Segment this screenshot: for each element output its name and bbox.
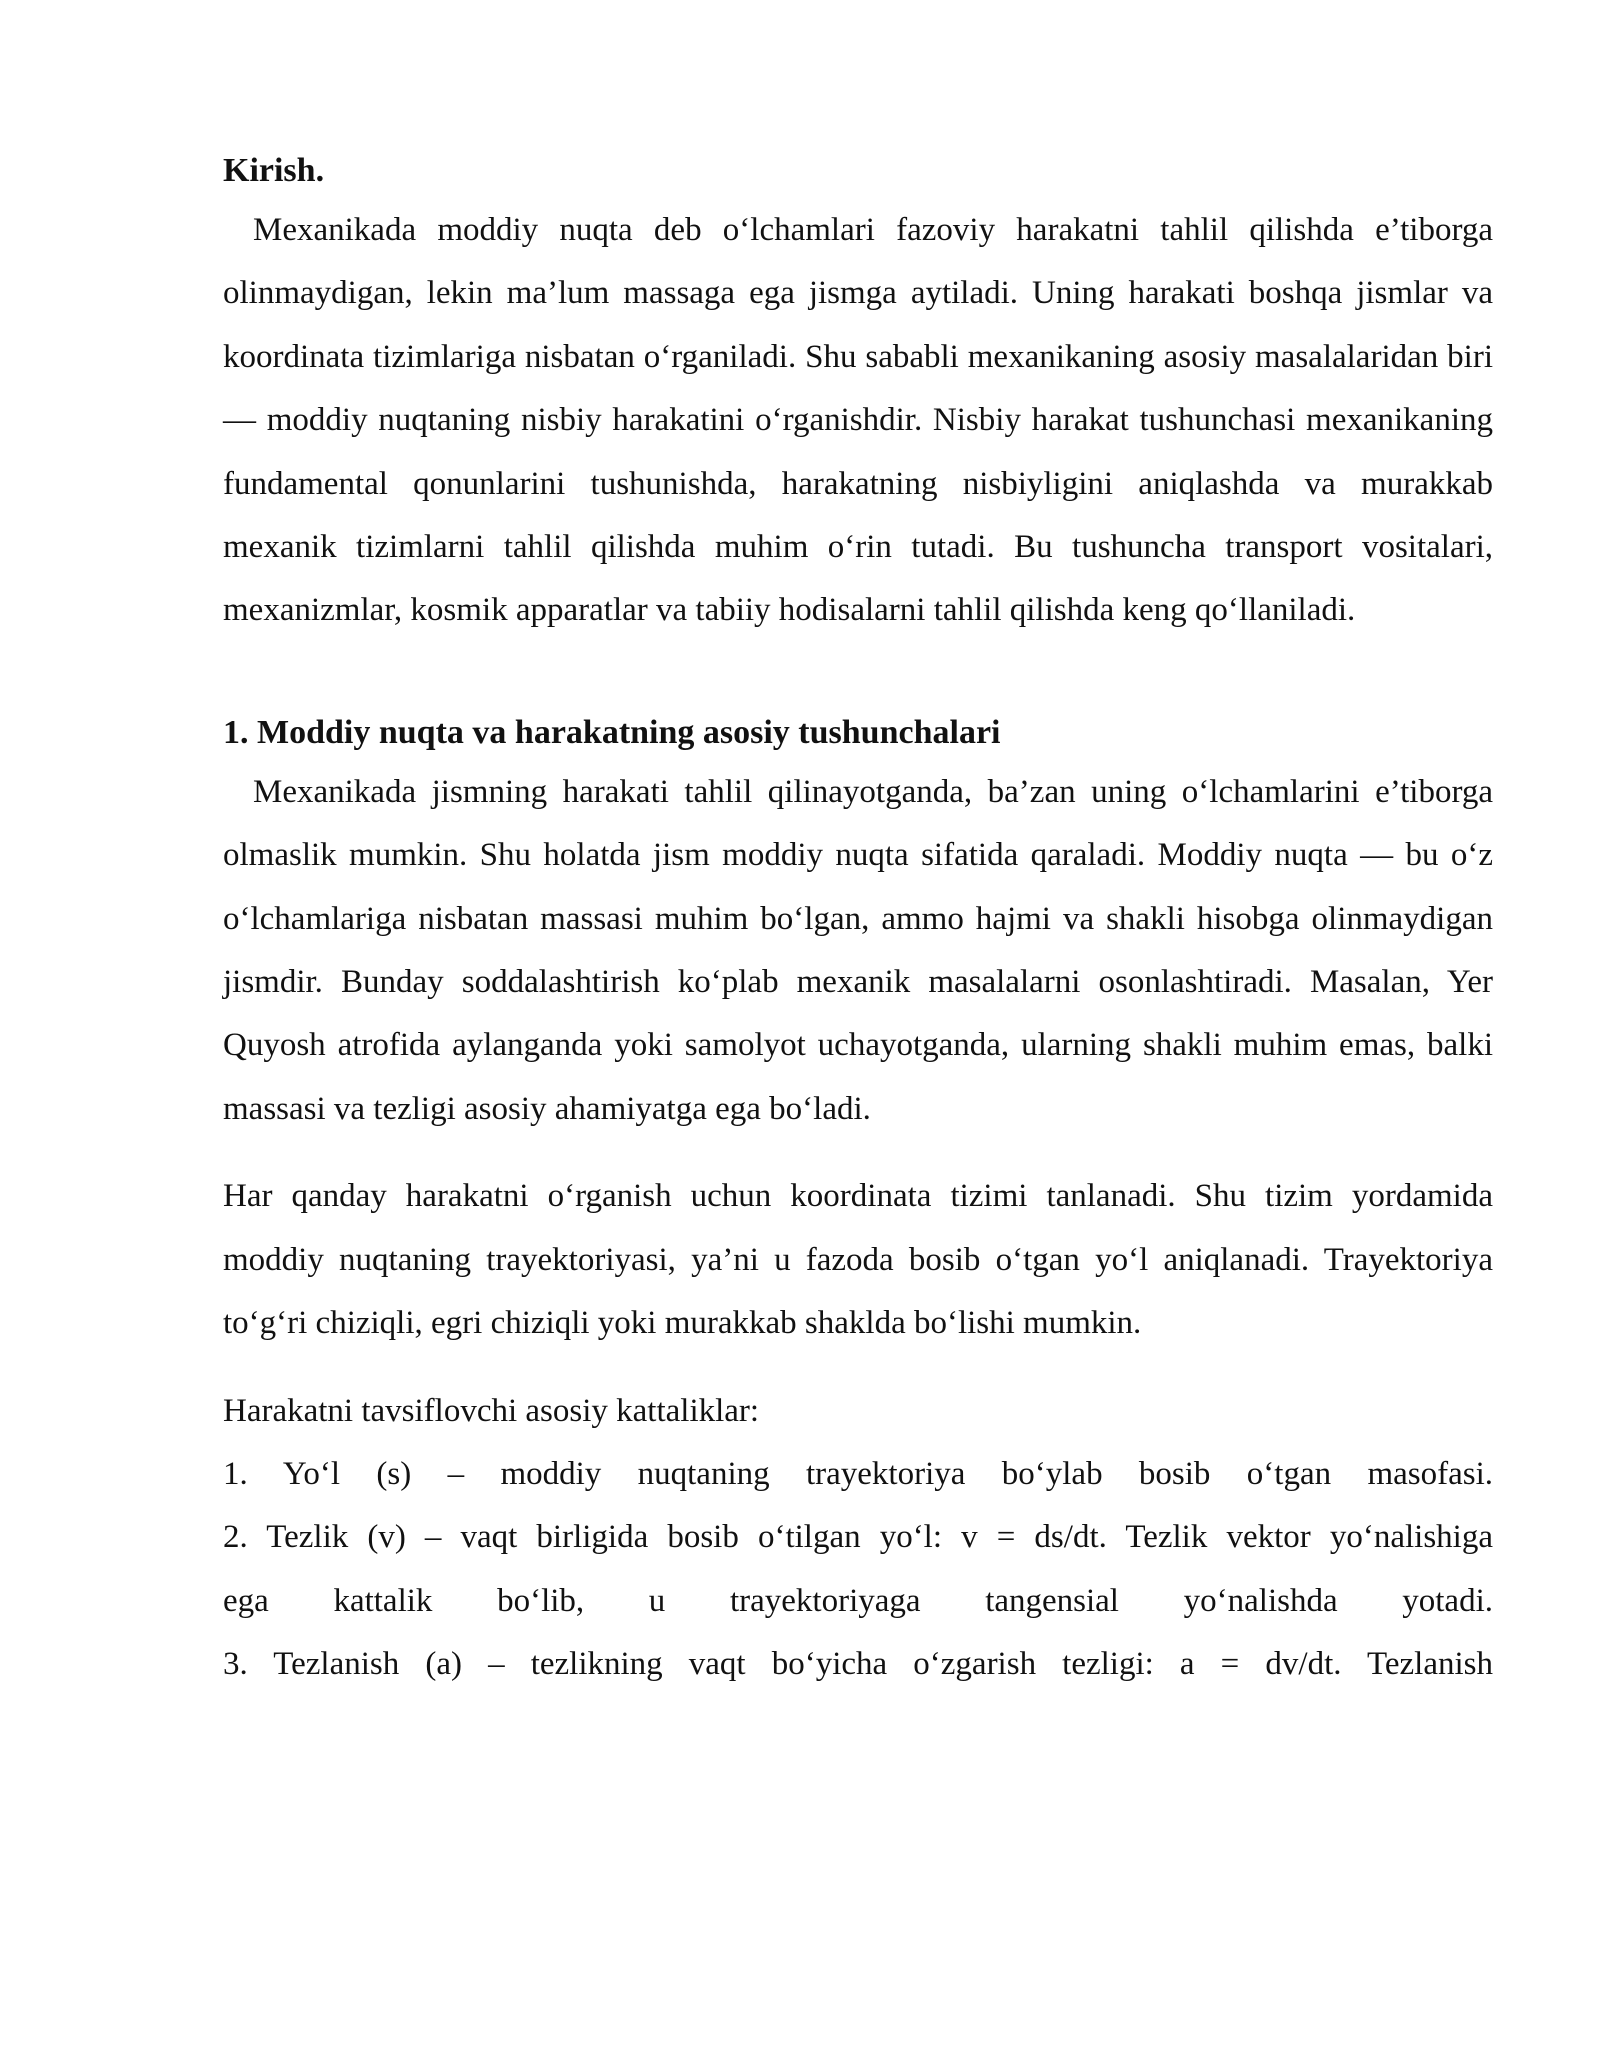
list-item-line: ega kattalik bo‘lib, u trayektoriyaga tangensial yo‘nalishda yotadi. (223, 1582, 1493, 1619)
list-item-line: 3. Tezlanish (a) – tezlikning vaqt bo‘yicha o‘zgarish tezligi: a = dv/dt. Tezlanish (223, 1646, 1493, 1683)
intro-paragraph: Mexanikada moddiy nuqta deb o‘lchamlari fazoviy harakatni tahlil qilishda e’tiborga olinmaydigan, lekin ma’lum massaga ega jismga aytiladi. Uning harakati boshqa jismlar va koordinata tizimlariga nisbatan o‘rganiladi. Shu sababli mexanikaning asosiy masalalaridan biri — moddiy nuqtaning nisbiy harakatini o‘rganishdir. Nisbiy harakat tushunchasi mexanikaning fundamental qonunlarini tushunishda, harakatning nisbiyligini aniqlashda va murakkab mexanik tizimlarni tahlil qilishda muhim o‘rin tutadi. Bu tushuncha transport vositalari, mexanizmlar, kosmik apparatlar va tabiiy hodisalarni tahlil qilishda keng qo‘llaniladi. (223, 212, 1493, 629)
section-1-heading: 1. Moddiy nuqta va harakatning asosiy tushunchalari (223, 713, 1001, 751)
quantities-list-intro: Harakatni tavsiflovchi asosiy kattaliklar: (223, 1392, 760, 1429)
document-page (223, 143, 1493, 1697)
list-item-line: 1. Yo‘l (s) – moddiy nuqtaning trayektoriya bo‘ylab bosib o‘tgan masofasi. (223, 1455, 1493, 1492)
intro-heading: Kirish. (223, 152, 325, 189)
paragraph-spacer (223, 1356, 1493, 1380)
section-spacer (223, 643, 1493, 705)
section-1-paragraph-1: Mexanikada jismning harakati tahlil qilinayotganda, ba’zan uning o‘lchamlarini e’tiborga olmaslik mumkin. Shu holatda jism moddiy nuqta sifatida qaraladi. Moddiy nuqta — bu o‘z o‘lchamlariga nisbatan massasi muhim bo‘lgan, ammo hajmi va shakli hisobga olinmaydigan jismdir. Bunday soddalashtirish ko‘plab mexanik masalalarni osonlashtiradi. Masalan, Yer Quyosh atrofida aylanganda yoki samolyot uchayotganda, ularning shakli muhim emas, balki massasi va tezligi asosiy ahamiyatga ega bo‘ladi. (223, 773, 1493, 1127)
section-1-paragraph-2: Har qanday harakatni o‘rganish uchun koordinata tizimi tanlanadi. Shu tizim yordamida moddiy nuqtaning trayektoriyasi, ya’ni u fazoda bosib o‘tgan yo‘l aniqlanadi. Trayektoriya to‘g‘ri chiziqli, egri chiziqli yoki murakkab shaklda bo‘lishi mumkin. (223, 1178, 1493, 1342)
paragraph-spacer (223, 1141, 1493, 1165)
quantities-list (223, 1443, 1493, 1697)
list-item-line: 2. Tezlik (v) – vaqt birligida bosib o‘tilgan yo‘l: v = ds/dt. Tezlik vektor yo‘nalishiga (223, 1519, 1493, 1556)
